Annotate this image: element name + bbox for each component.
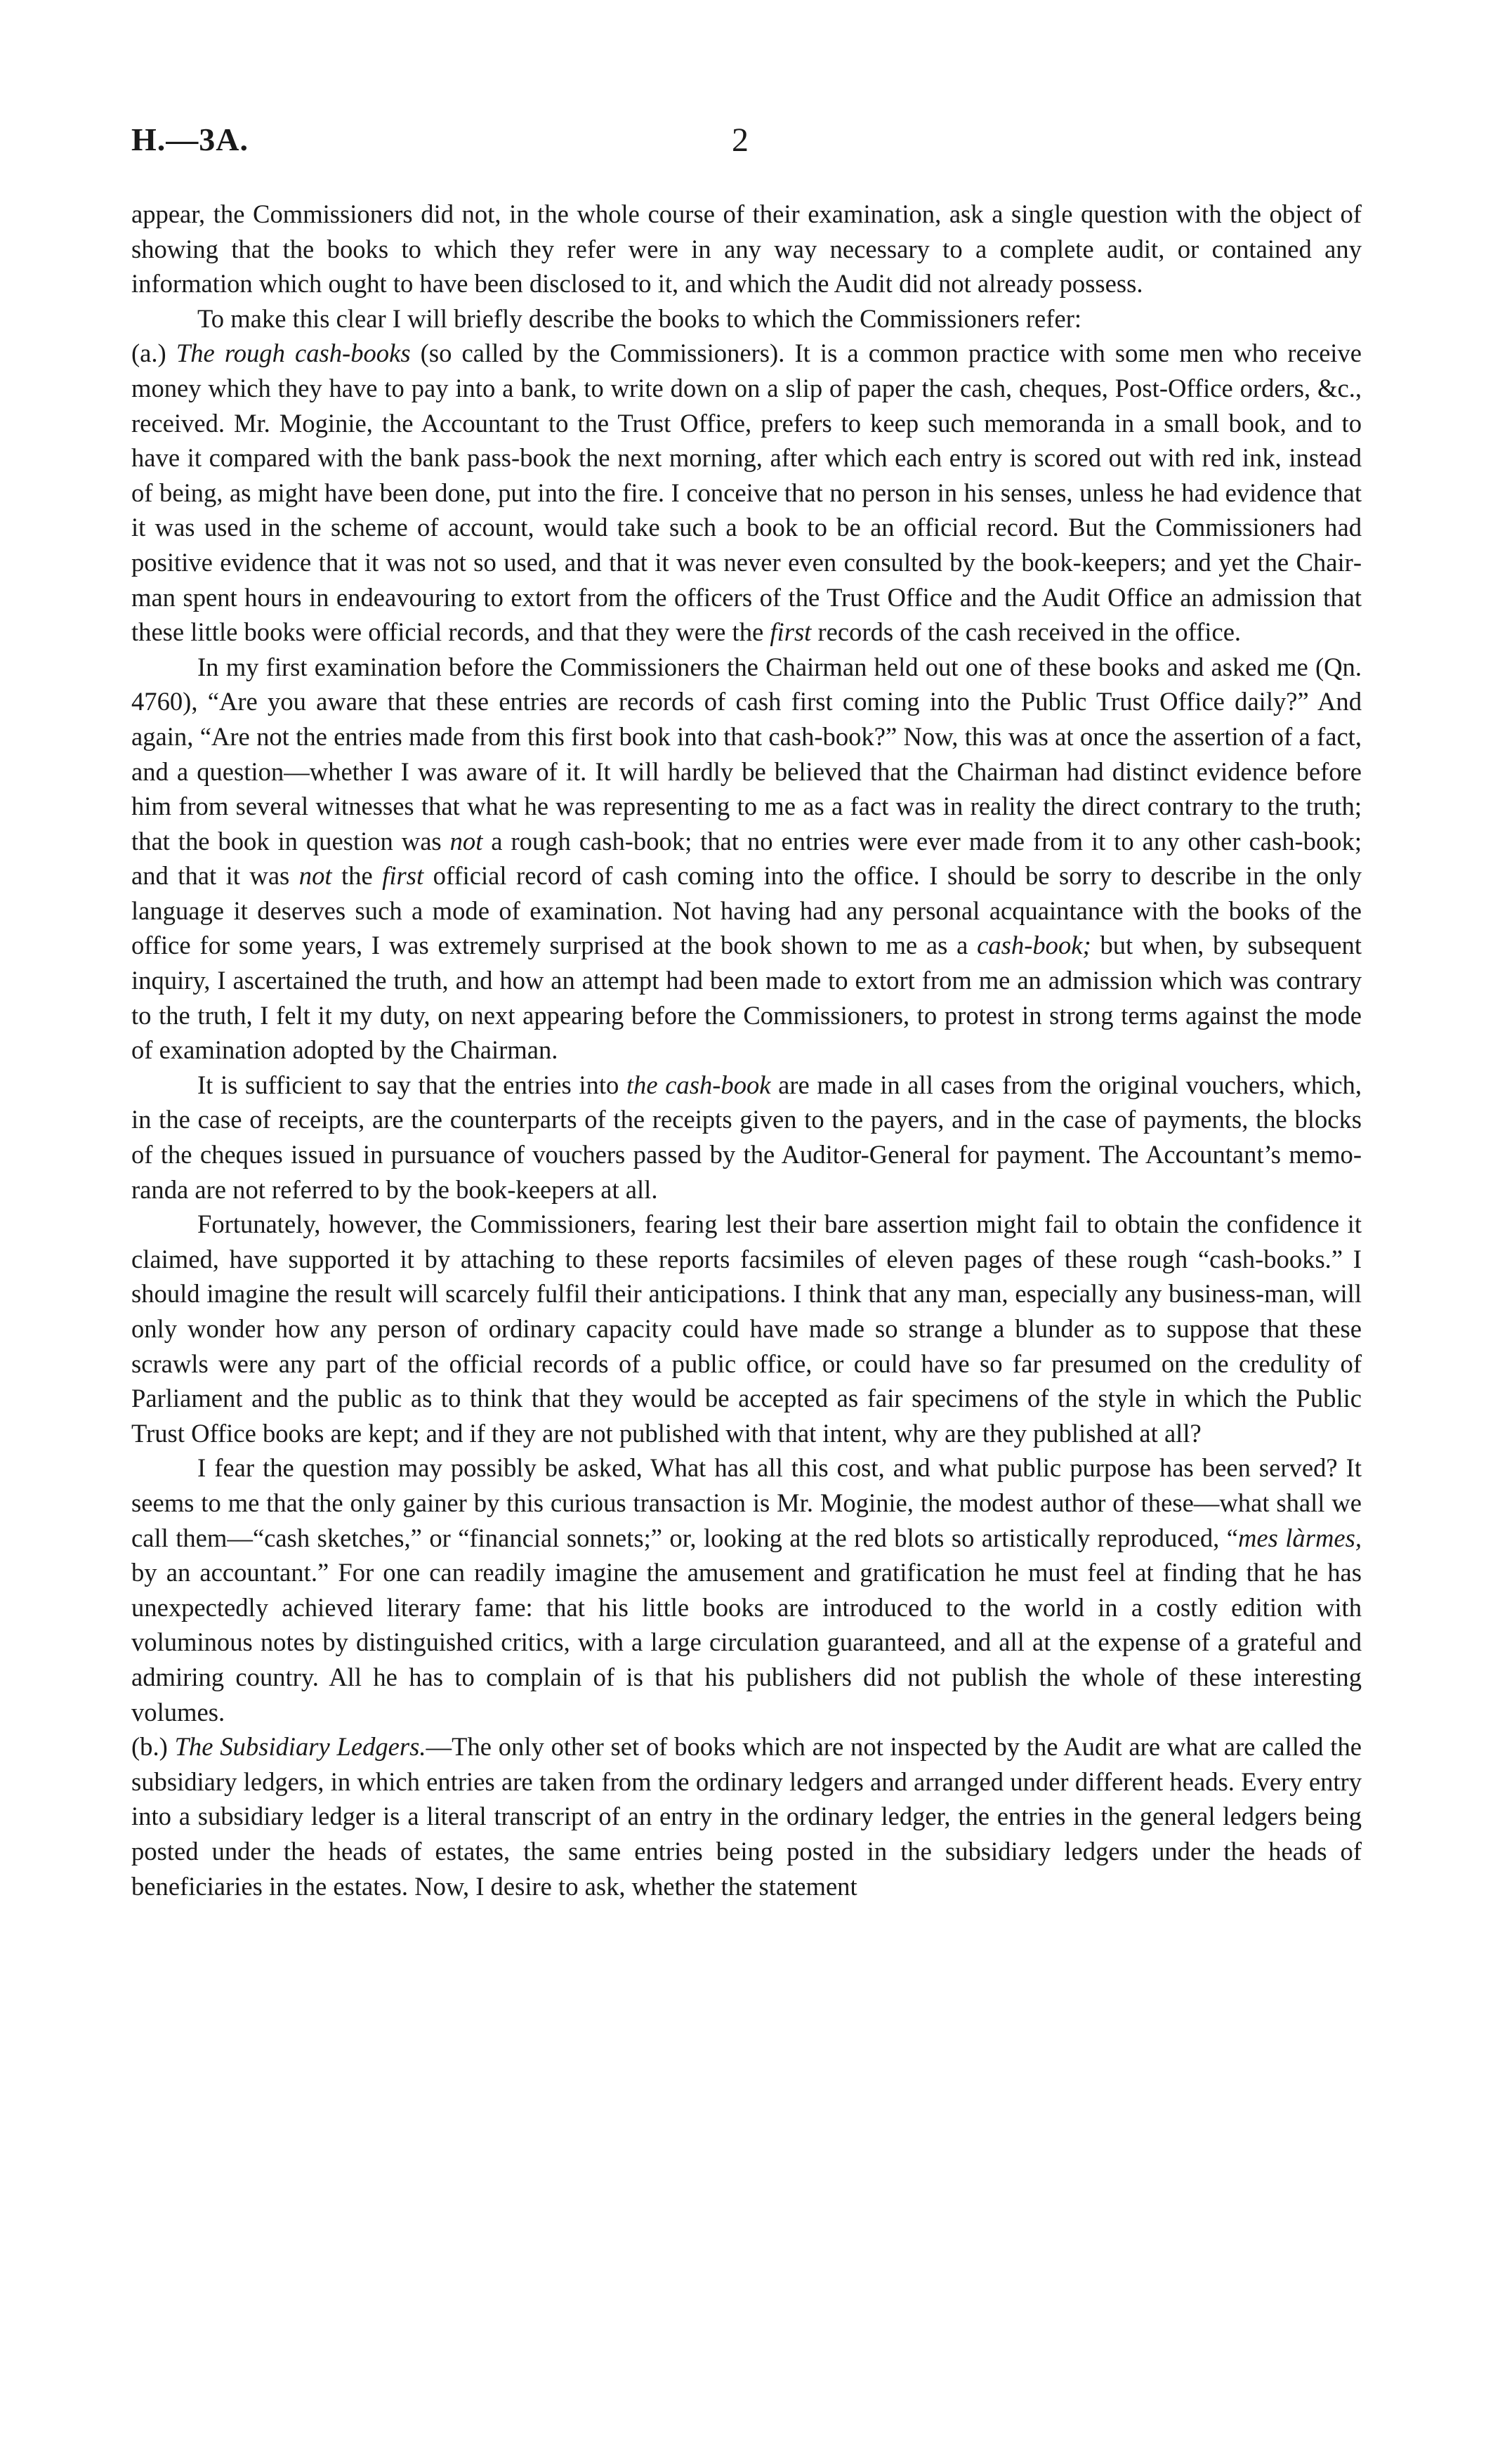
paragraph — [131, 336, 1362, 649]
italic-text: The Subsidiary Ledgers. — [174, 1732, 426, 1762]
paragraph — [131, 1729, 1362, 1903]
text-run: In my first examination before the Commissioners the Chairman held out one of these books and asked me (Qn. 4760), “Are you aware that these entries are records of cash first coming into the Public Trust Office daily?” And again, “Are not the entries made from this first book into that cash-book?” Now, this was at once the assertion of a fact, and a question—whether I was aware of it. It will hardly be believed that the Chairman had distinct evidence before him from several witnesses that what he was representing to me as a fact was in reality the direct contrary to the truth; that the book in question was — [131, 652, 1362, 856]
paragraph — [131, 301, 1362, 336]
text-run: (so called by the Commissioners). It is a common practice with some men who receive money which they have to pay into a bank, to write down on a slip of paper the cash, cheques, Post-Office orders, &c., received. Mr. Moginie, the Accountant to the Trust Office, prefers to keep such memoranda in a small book, and to have it compared with the bank pass-book the next morning, after which each entry is scored out with red ink, instead of being, as might have been done, put into the fire. I conceive that no person in his senses, unless he had evidence that it was used in the scheme of account, would take such a book to be an official record. But the Commissioners had positive evidence that it was not so used, and that it was never even consulted by the book-keepers; and yet the Chairman spent hours in endeavouring to extort from the officers of the Trust Office and the Audit Office an admission that these little books were official records, and that they were the — [131, 339, 1362, 647]
text-run: a rough cash-book; that no entries were ever made from it to any other cash-book; and that it was — [131, 826, 1362, 891]
text-run: are made in all cases from the original vouchers, which, in the case of receipts, are the counterparts of the receipts given to the payers, and in the case of payments, the blocks of the cheques issued in pursuance of vouchers passed by the Auditor-General for payment. The Accountant’s memoranda are not referred to by the book-keepers at all. — [131, 1070, 1362, 1204]
italic-text: not — [449, 826, 483, 856]
italic-text: first — [770, 617, 812, 647]
text-run: (b.) — [131, 1732, 175, 1762]
document-id: H.—3A. — [131, 122, 249, 157]
text-run: (a.) — [131, 339, 176, 368]
paragraph — [131, 1207, 1362, 1450]
paragraph — [131, 1068, 1362, 1207]
body-text — [131, 197, 1362, 1903]
text-run: To make this clear I will briefly describe the books to which the Commissioners refer: — [197, 303, 1082, 333]
text-run: Fortunately, however, the Commissioners, fearing lest their bare assertion might fail to obtain the confidence it claimed, have supported it by attaching to these reports facsimiles of eleven pages of these rough “cash-books.” I should imagine the result will scarcely fulfil their anticipations. I think that any man, especially any business-man, will only wonder how any person of ordinary capacity could have made so strange a blunder as to suppose that these scrawls were any part of the official records of a public office, or could have so far presumed on the credulity of Parliament and the public as to think that they would be accepted as fair specimens of the style in which the Public Trust Office books are kept; and if they are not published with that intent, why are they published at all? — [131, 1210, 1362, 1448]
italic-text: not — [298, 861, 332, 891]
italic-text: the cash-book — [626, 1070, 771, 1099]
italic-text: mes làrmes, — [1237, 1523, 1362, 1552]
paragraph — [131, 1450, 1362, 1729]
page-number: 2 — [732, 122, 749, 159]
text-run: —The only other set of books which are not inspected by the Audit are what are called the subsidiary ledgers, in which entries are taken from the ordinary ledgers and arranged under different heads. Every entry into a subsidiary ledger is a literal transcript of an entry in the ordinary ledger, the entries in the general ledgers being posted under the heads of estates, the same entries being posted in the subsidiary ledgers under the heads of beneficiaries in the estates. Now, I desire to ask, whether the statement — [131, 1732, 1362, 1901]
text-run: It is sufficient to say that the entries into — [197, 1070, 626, 1099]
italic-text: cash-book; — [977, 931, 1091, 960]
text-run: records of the cash received in the office. — [811, 617, 1242, 647]
text-run: I fear the question may possibly be asked, What has all this cost, and what public purpose has been served? It seems to me that the only gainer by this curious transaction is Mr. Moginie, the modest author of these—what shall we call them—“cash sketches,” or “financial sonnets;” or, looking at the red blots so artistically reproduced, “ — [131, 1453, 1362, 1552]
paragraph — [131, 197, 1362, 301]
page-header — [131, 121, 1362, 170]
text-run: by an accountant.” For one can readily imagine the amusement and gratification he must feel at finding that he has unexpectedly achieved literary fame: that his little books are introduced to the world in a costly edition with voluminous notes by distinguished critics, with a large circulation guaranteed, and all at the expense of a grateful and admiring country. All he has to complain of is that his publishers did not publish the whole of these interesting volumes. — [131, 1558, 1362, 1726]
text-run: but when, by subsequent inquiry, I ascertained the truth, and how an attempt had been made to extort from me an admission which was contrary to the truth, I felt it my duty, on next appearing before the Commissioners, to protest in strong terms against the mode of examination adopted by the Chairman. — [131, 931, 1362, 1065]
text-run: official record of cash coming into the office. I should be sorry to describe in the only language it deserves such a mode of examination. Not having had any personal acquaintance with the books of the office for some years, I was extremely surprised at the book shown to me as a — [131, 861, 1362, 960]
text-run: appear, the Commissioners did not, in the whole course of their examination, ask a single question with the object of showing that the books to which they refer were in any way necessary to a complete audit, or contained any information which ought to have been disclosed to it, and which the Audit did not already possess. — [131, 199, 1362, 299]
italic-text: first — [382, 861, 424, 891]
italic-text: The rough cash-books — [176, 339, 411, 368]
text-run: the — [331, 861, 383, 891]
paragraph — [131, 650, 1362, 1068]
